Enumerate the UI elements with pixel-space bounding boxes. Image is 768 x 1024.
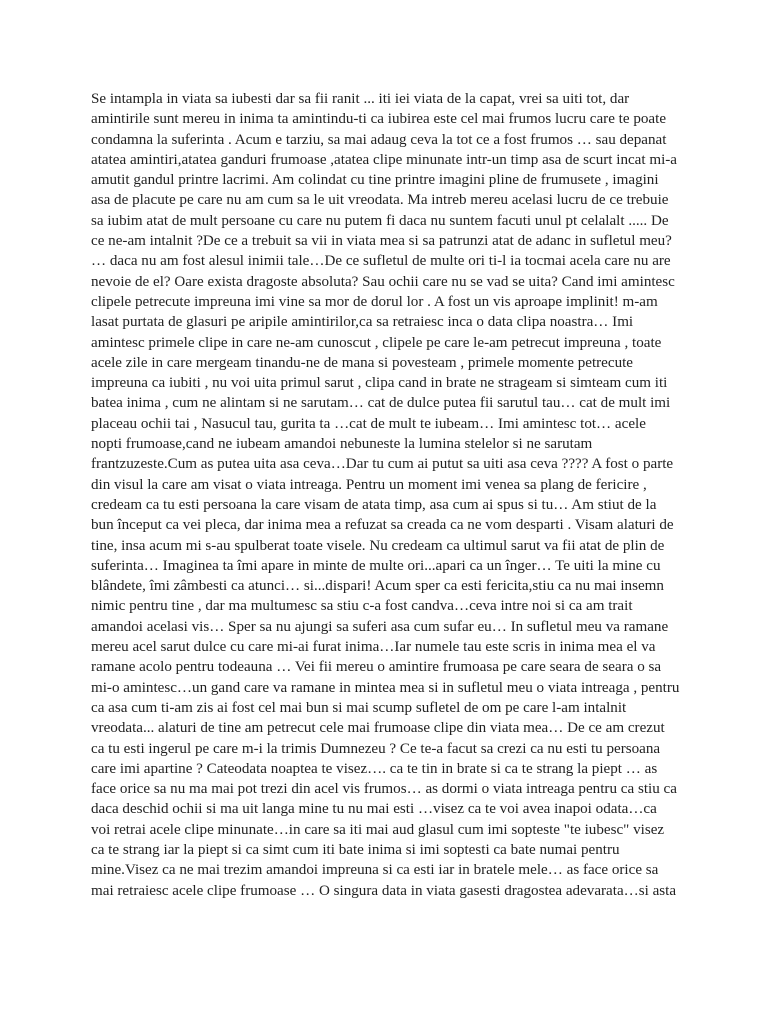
text-line: ca te strang iar la piept si ca simt cum iti bate inima si imi soptesti ca bate numai pentru <box>91 841 620 858</box>
text-line: batea inima , cum ne alintam si ne sarutam… cat de dulce putea fii sarutul tau… cat de mult imi <box>91 395 671 412</box>
text-line: lasat purtata de glasuri pe aripile amintirilor,ca sa retraiesc inca o data clipa noastra… Imi <box>91 314 634 331</box>
body-text <box>91 89 691 901</box>
text-line: nimic pentru tine , dar ma multumesc sa stiu c-a fost candva…ceva intre noi si ca am trait <box>91 598 633 615</box>
text-line: bun început ca vei pleca, dar inima mea a refuzat sa creada ca ne vom desparti . Visam alaturi de <box>91 517 674 534</box>
text-line: suferinta… Imaginea ta îmi apare in minte de multe ori...apari ca un înger… Te uiti la mine cu <box>91 557 661 574</box>
text-line: mereu acel sarut dulce cu care mi-ai furat inima…Iar numele tau este scris in inima mea el va <box>91 639 656 656</box>
text-line: frantzuzeste.Cum as putea uita asa ceva…Dar tu cum ai putut sa uiti asa ceva ???? A fost o parte <box>91 456 674 473</box>
text-line: nevoie de el? Oare exista dragoste absoluta? Sau ochii care nu se vad se uita? Cand imi amintesc <box>91 273 675 290</box>
text-line: … daca nu am fost alesul inimii tale…De ce sufletul de multe ori ti-l ia tocmai acela care nu are <box>91 253 671 270</box>
text-line: din visul la care am visat o viata intreaga. Pentru un moment imi venea sa plang de fericire , <box>91 476 647 493</box>
text-line: face orice sa nu ma mai pot trezi din acel vis frumos… as dormi o viata intreaga pentru ca stiu ca <box>91 781 677 798</box>
text-line: ce ne-am intalnit ?De ce a trebuit sa vii in viata mea si sa patrunzi atat de adanc in sufletul meu? <box>91 233 672 250</box>
text-line: atatea amintiri,atatea ganduri frumoase ,atatea clipe minunate intr-un timp asa de scurt incat mi-a <box>91 151 678 168</box>
text-line: care imi apartine ? Cateodata noaptea te visez…. ca te tin in brate si ca te strang la piept … as <box>91 760 658 777</box>
text-line: nopti frumoase,cand ne iubeam amandoi nebuneste la lumina stelelor si ne sarutam <box>91 436 593 453</box>
text-line: ramane acolo pentru todeauna … Vei fii mereu o amintire frumoasa pe care seara de seara o sa <box>91 659 662 676</box>
text-line: voi retrai acele clipe minunate…in care sa iti mai aud glasul cum imi sopteste "te iubesc" visez <box>91 821 665 838</box>
text-line: mine.Visez ca ne mai trezim amandoi impreuna si ca esti iar in bratele mele… as face orice sa <box>91 862 659 879</box>
text-line: sa iubim atat de mult persoane cu care nu putem fi daca nu suntem facuti unul pt celalalt ..... De <box>91 212 669 229</box>
text-line: vreodata... alaturi de tine am petrecut cele mai frumoase clipe din viata mea… De ce am crezut <box>91 720 665 737</box>
text-line: credeam ca tu esti persoana la care visam de atata timp, asa cum ai spus si tu… Am stiut de la <box>91 496 657 513</box>
text-line: mi-o amintesc…un gand care va ramane in mintea mea si in sufletul meu o viata intreaga , pentru <box>91 679 680 696</box>
text-line: blândete, îmi zâmbesti ca atunci… si...dispari! Acum sper ca esti fericita,stiu ca nu mai insemn <box>91 578 664 595</box>
text-line: acele zile in care mergeam tinandu-ne de mana si povesteam , primele momente petrecute <box>91 354 634 371</box>
text-line: tine, insa acum mi s-au spulberat toate visele. Nu credeam ca ultimul sarut va fii atat de plin de <box>91 537 665 554</box>
text-line: ca tu esti ingerul pe care m-i la trimis Dumnezeu ? Ce te-a facut sa crezi ca nu esti tu persoana <box>91 740 661 757</box>
text-line: placeau ochii tai , Nasucul tau, gurita ta …cat de mult te iubeam… Imi amintesc tot… acele <box>91 415 646 432</box>
text-line: daca deschid ochii si ma uit langa mine tu nu mai esti …visez ca te voi avea inapoi odata…ca <box>91 801 657 818</box>
text-line: amintirile sunt mereu in inima ta amintindu-ti ca iubirea este cel mai frumos lucru care te poate <box>91 111 667 128</box>
text-line: mai retraiesc acele clipe frumoase … O singura data in viata gasesti dragostea adevarata…si asta <box>91 882 677 899</box>
text-line: clipele petrecute impreuna imi vine sa mor de dorul lor . A fost un vis aproape implinit! m-am <box>91 293 658 310</box>
text-line: impreuna ca iubiti , nu voi uita primul sarut , clipa cand in brate ne strageam si simteam cum iti <box>91 375 668 392</box>
text-line: amandoi acelasi vis… Sper sa nu ajungi sa suferi asa cum sufar eu… In sufletul meu va ramane <box>91 618 669 635</box>
text-line: ca asa cum ti-am zis ai fost cel mai bun si mai scump sufletel de om pe care l-am intalnit <box>91 699 627 716</box>
text-line: asa de placute pe care nu am cum sa le uit vreodata. Ma intreb mereu acelasi lucru de ce trebuie <box>91 192 669 209</box>
text-line: Se intampla in viata sa iubesti dar sa fii ranit ... iti iei viata de la capat, vrei sa uiti tot, dar <box>91 91 630 107</box>
text-line: amutit gandul printre lacrimi. Am colindat cu tine printre imagini pline de frumusete , imagini <box>91 172 659 189</box>
text-line: condamna la suferinta . Acum e tarziu, sa mai adaug ceva la tot ce a fost frumos … sau depanat <box>91 131 667 148</box>
text-line: amintesc primele clipe in care ne-am cunoscut , clipele pe care le-am petrecut impreuna , toate <box>91 334 662 351</box>
